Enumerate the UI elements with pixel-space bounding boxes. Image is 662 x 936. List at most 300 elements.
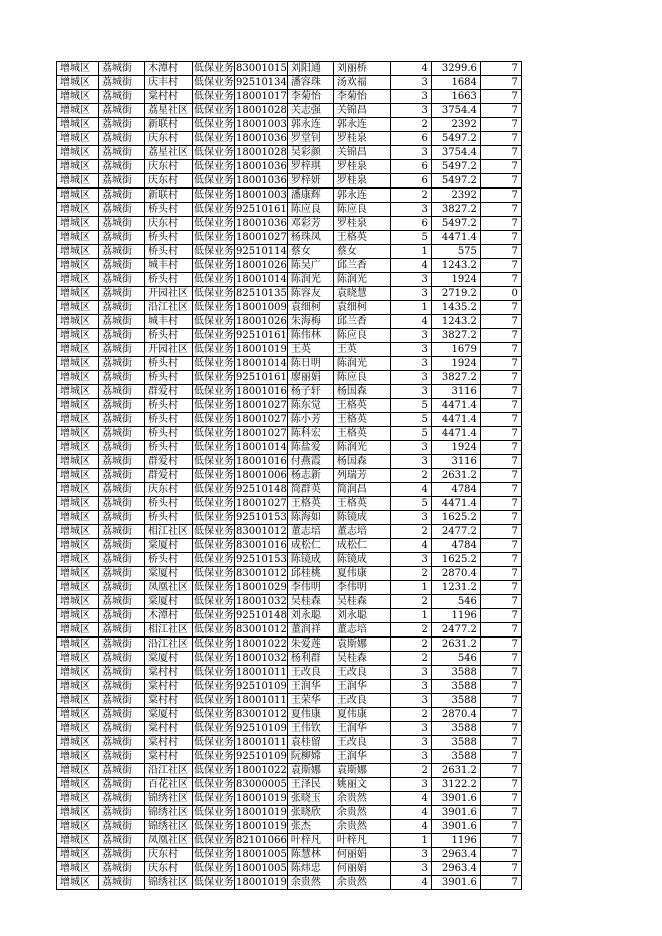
community-cell[interactable]: 桥头村 xyxy=(145,273,193,287)
head-cell[interactable]: 杨国森 xyxy=(333,455,390,469)
head-cell[interactable]: 杨国森 xyxy=(333,385,390,399)
head-cell[interactable]: 何丽娟 xyxy=(333,848,390,862)
street-cell[interactable]: 荔城街 xyxy=(99,62,145,76)
months-cell[interactable]: 7 xyxy=(480,62,521,76)
people-cell[interactable]: 1 xyxy=(390,834,431,848)
months-cell[interactable]: 7 xyxy=(480,90,521,104)
district-cell[interactable]: 增城区 xyxy=(57,301,99,315)
category-cell[interactable]: 低保业务 xyxy=(194,105,234,116)
people-cell[interactable]: 3 xyxy=(390,441,431,455)
amount-cell[interactable]: 2477.2 xyxy=(431,623,480,638)
applicant-cell[interactable]: 陈科宏 xyxy=(287,427,333,441)
street-cell[interactable]: 荔城街 xyxy=(99,497,145,511)
category-cell[interactable]: 低保业务 xyxy=(194,484,234,495)
community-cell[interactable]: 桥头村 xyxy=(145,427,193,441)
applicant-cell[interactable]: 朱爱莲 xyxy=(287,637,333,652)
months-cell[interactable]: 7 xyxy=(480,623,521,638)
amount-cell[interactable]: 546 xyxy=(431,652,480,666)
category-cell[interactable]: 低保业务 xyxy=(194,232,234,243)
street-cell[interactable]: 荔城街 xyxy=(99,273,145,287)
months-cell[interactable]: 7 xyxy=(480,567,521,581)
street-cell[interactable]: 荔城街 xyxy=(99,90,145,104)
community-cell[interactable]: 桥头村 xyxy=(145,371,193,385)
code-cell[interactable]: 18001005 xyxy=(236,849,287,860)
district-cell[interactable]: 增城区 xyxy=(57,399,99,413)
district-cell[interactable]: 增城区 xyxy=(57,62,99,76)
community-cell[interactable]: 沿江社区 xyxy=(145,637,193,652)
community-cell[interactable]: 荔星社区 xyxy=(145,146,193,160)
people-cell[interactable]: 1 xyxy=(390,581,431,595)
street-cell[interactable]: 荔城街 xyxy=(99,469,145,483)
street-cell[interactable]: 荔城街 xyxy=(99,862,145,876)
district-cell[interactable]: 增城区 xyxy=(57,595,99,609)
community-cell[interactable]: 凤凰社区 xyxy=(145,581,193,595)
code-cell[interactable]: 92510109 xyxy=(236,723,287,734)
people-cell[interactable]: 2 xyxy=(390,188,431,203)
people-cell[interactable]: 3 xyxy=(390,76,431,90)
amount-cell[interactable]: 3754.4 xyxy=(431,146,480,160)
head-cell[interactable]: 王格英 xyxy=(333,399,390,413)
district-cell[interactable]: 增城区 xyxy=(57,609,99,623)
people-cell[interactable]: 6 xyxy=(390,174,431,189)
amount-cell[interactable]: 4471.4 xyxy=(431,497,480,511)
street-cell[interactable]: 荔城街 xyxy=(99,666,145,680)
applicant-cell[interactable]: 陈东觉 xyxy=(287,399,333,413)
head-cell[interactable]: 姚丽文 xyxy=(333,778,390,792)
community-cell[interactable]: 庆东村 xyxy=(145,160,193,174)
community-cell[interactable]: 庆东村 xyxy=(145,132,193,146)
code-cell[interactable]: 18001019 xyxy=(236,793,287,804)
street-cell[interactable]: 荔城街 xyxy=(99,876,145,890)
months-cell[interactable]: 7 xyxy=(480,581,521,595)
district-cell[interactable]: 增城区 xyxy=(57,259,99,273)
street-cell[interactable]: 荔城街 xyxy=(99,511,145,525)
street-cell[interactable]: 荔城街 xyxy=(99,132,145,146)
community-cell[interactable]: 开园社区 xyxy=(145,343,193,357)
months-cell[interactable]: 7 xyxy=(480,736,521,750)
months-cell[interactable]: 7 xyxy=(480,413,521,427)
code-cell[interactable]: 83001012 xyxy=(236,624,287,635)
amount-cell[interactable]: 1625.2 xyxy=(431,511,480,525)
amount-cell[interactable]: 3116 xyxy=(431,385,480,399)
community-cell[interactable]: 锦绣社区 xyxy=(145,792,193,806)
applicant-cell[interactable]: 余贵然 xyxy=(287,876,333,890)
code-cell[interactable]: 92510161 xyxy=(236,204,287,215)
applicant-cell[interactable]: 陈炜忠 xyxy=(287,862,333,876)
code-cell[interactable]: 92510134 xyxy=(236,77,287,88)
code-cell[interactable]: 83001012 xyxy=(236,709,287,720)
code-cell[interactable]: 18001022 xyxy=(236,765,287,776)
people-cell[interactable]: 6 xyxy=(390,132,431,146)
code-cell[interactable]: 18001019 xyxy=(236,344,287,355)
street-cell[interactable]: 荔城街 xyxy=(99,764,145,778)
district-cell[interactable]: 增城区 xyxy=(57,231,99,245)
district-cell[interactable]: 增城区 xyxy=(57,876,99,890)
community-cell[interactable]: 棠厦村 xyxy=(145,567,193,581)
category-cell[interactable]: 低保业务 xyxy=(194,204,234,215)
street-cell[interactable]: 荔城街 xyxy=(99,848,145,862)
code-cell[interactable]: 18001036 xyxy=(236,161,287,172)
street-cell[interactable]: 荔城街 xyxy=(99,217,145,231)
street-cell[interactable]: 荔城街 xyxy=(99,104,145,118)
amount-cell[interactable]: 1663 xyxy=(431,90,480,104)
people-cell[interactable]: 2 xyxy=(390,652,431,666)
street-cell[interactable]: 荔城街 xyxy=(99,539,145,553)
community-cell[interactable]: 锦绣社区 xyxy=(145,806,193,820)
district-cell[interactable]: 增城区 xyxy=(57,245,99,259)
category-cell[interactable]: 低保业务 xyxy=(194,568,234,579)
street-cell[interactable]: 荔城街 xyxy=(99,188,145,203)
people-cell[interactable]: 3 xyxy=(390,371,431,385)
amount-cell[interactable]: 2963.4 xyxy=(431,862,480,876)
category-cell[interactable]: 低保业务 xyxy=(194,386,234,397)
category-cell[interactable]: 低保业务 xyxy=(194,610,234,621)
district-cell[interactable]: 增城区 xyxy=(57,455,99,469)
applicant-cell[interactable]: 罗梓琪 xyxy=(287,160,333,174)
community-cell[interactable]: 棠村村 xyxy=(145,736,193,750)
people-cell[interactable]: 3 xyxy=(390,146,431,160)
people-cell[interactable]: 3 xyxy=(390,553,431,567)
district-cell[interactable]: 增城区 xyxy=(57,666,99,680)
people-cell[interactable]: 3 xyxy=(390,862,431,876)
category-cell[interactable]: 低保业务 xyxy=(194,63,234,74)
street-cell[interactable]: 荔城街 xyxy=(99,722,145,736)
community-cell[interactable]: 木潭村 xyxy=(145,609,193,623)
applicant-cell[interactable]: 王泽民 xyxy=(287,778,333,792)
code-cell[interactable]: 18001003 xyxy=(236,119,287,130)
district-cell[interactable]: 增城区 xyxy=(57,792,99,806)
people-cell[interactable]: 5 xyxy=(390,427,431,441)
amount-cell[interactable]: 2392 xyxy=(431,118,480,132)
head-cell[interactable]: 李伟明 xyxy=(333,581,390,595)
applicant-cell[interactable]: 袁桂留 xyxy=(287,736,333,750)
applicant-cell[interactable]: 袁斯娜 xyxy=(287,764,333,778)
code-cell[interactable]: 83000005 xyxy=(236,779,287,790)
applicant-cell[interactable]: 朱海梅 xyxy=(287,315,333,329)
applicant-cell[interactable]: 陈润光 xyxy=(287,273,333,287)
people-cell[interactable]: 3 xyxy=(390,90,431,104)
code-cell[interactable]: 18001027 xyxy=(236,428,287,439)
street-cell[interactable]: 荔城街 xyxy=(99,736,145,750)
district-cell[interactable]: 增城区 xyxy=(57,694,99,708)
months-cell[interactable]: 7 xyxy=(480,666,521,680)
code-cell[interactable]: 18001017 xyxy=(236,91,287,102)
people-cell[interactable]: 4 xyxy=(390,806,431,820)
district-cell[interactable]: 增城区 xyxy=(57,862,99,876)
head-cell[interactable]: 成松仁 xyxy=(333,539,390,553)
community-cell[interactable]: 棠村村 xyxy=(145,680,193,694)
months-cell[interactable]: 7 xyxy=(480,806,521,820)
months-cell[interactable]: 7 xyxy=(480,497,521,511)
district-cell[interactable]: 增城区 xyxy=(57,371,99,385)
code-cell[interactable]: 18001032 xyxy=(236,596,287,607)
district-cell[interactable]: 增城区 xyxy=(57,511,99,525)
amount-cell[interactable]: 5497.2 xyxy=(431,132,480,146)
applicant-cell[interactable]: 张杰 xyxy=(287,820,333,834)
community-cell[interactable]: 棠村村 xyxy=(145,750,193,764)
applicant-cell[interactable]: 王改良 xyxy=(287,666,333,680)
category-cell[interactable]: 低保业务 xyxy=(194,358,234,369)
district-cell[interactable]: 增城区 xyxy=(57,469,99,483)
community-cell[interactable]: 百花社区 xyxy=(145,778,193,792)
head-cell[interactable]: 王格英 xyxy=(333,497,390,511)
head-cell[interactable]: 王格英 xyxy=(333,413,390,427)
amount-cell[interactable]: 546 xyxy=(431,595,480,609)
community-cell[interactable]: 新联村 xyxy=(145,188,193,203)
amount-cell[interactable]: 3827.2 xyxy=(431,203,480,217)
head-cell[interactable]: 陈镜成 xyxy=(333,511,390,525)
head-cell[interactable]: 陈镜成 xyxy=(333,553,390,567)
street-cell[interactable]: 荔城街 xyxy=(99,778,145,792)
people-cell[interactable]: 1 xyxy=(390,245,431,259)
head-cell[interactable]: 陈润光 xyxy=(333,441,390,455)
amount-cell[interactable]: 4471.4 xyxy=(431,231,480,245)
months-cell[interactable]: 7 xyxy=(480,469,521,483)
head-cell[interactable]: 余贵然 xyxy=(333,792,390,806)
district-cell[interactable]: 增城区 xyxy=(57,736,99,750)
code-cell[interactable]: 18001036 xyxy=(236,218,287,229)
code-cell[interactable]: 83001012 xyxy=(236,526,287,537)
community-cell[interactable]: 城丰村 xyxy=(145,259,193,273)
code-cell[interactable]: 18001036 xyxy=(236,175,287,186)
applicant-cell[interactable]: 吴桂森 xyxy=(287,595,333,609)
code-cell[interactable]: 18001027 xyxy=(236,232,287,243)
head-cell[interactable]: 王改良 xyxy=(333,666,390,680)
district-cell[interactable]: 增城区 xyxy=(57,708,99,722)
street-cell[interactable]: 荔城街 xyxy=(99,483,145,497)
amount-cell[interactable]: 3588 xyxy=(431,666,480,680)
code-cell[interactable]: 18001014 xyxy=(236,274,287,285)
months-cell[interactable]: 7 xyxy=(480,792,521,806)
community-cell[interactable]: 桥头村 xyxy=(145,413,193,427)
category-cell[interactable]: 低保业务 xyxy=(194,400,234,411)
head-cell[interactable]: 邱兰香 xyxy=(333,259,390,273)
amount-cell[interactable]: 3116 xyxy=(431,455,480,469)
amount-cell[interactable]: 3827.2 xyxy=(431,329,480,343)
street-cell[interactable]: 荔城街 xyxy=(99,680,145,694)
applicant-cell[interactable]: 蔡女 xyxy=(287,245,333,259)
district-cell[interactable]: 增城区 xyxy=(57,483,99,497)
months-cell[interactable]: 7 xyxy=(480,455,521,469)
people-cell[interactable]: 2 xyxy=(390,623,431,638)
months-cell[interactable]: 7 xyxy=(480,245,521,259)
community-cell[interactable]: 桥头村 xyxy=(145,553,193,567)
district-cell[interactable]: 增城区 xyxy=(57,273,99,287)
community-cell[interactable]: 庆丰村 xyxy=(145,76,193,90)
code-cell[interactable]: 92510161 xyxy=(236,372,287,383)
community-cell[interactable]: 锦绣社区 xyxy=(145,820,193,834)
category-cell[interactable]: 低保业务 xyxy=(194,260,234,271)
district-cell[interactable]: 增城区 xyxy=(57,553,99,567)
community-cell[interactable]: 桥头村 xyxy=(145,245,193,259)
category-cell[interactable]: 低保业务 xyxy=(194,218,234,229)
community-cell[interactable]: 棠厦村 xyxy=(145,652,193,666)
district-cell[interactable]: 增城区 xyxy=(57,848,99,862)
district-cell[interactable]: 增城区 xyxy=(57,118,99,132)
people-cell[interactable]: 5 xyxy=(390,413,431,427)
applicant-cell[interactable]: 陈镜成 xyxy=(287,553,333,567)
amount-cell[interactable]: 2719.2 xyxy=(431,287,480,301)
months-cell[interactable]: 7 xyxy=(480,637,521,652)
months-cell[interactable]: 7 xyxy=(480,525,521,539)
district-cell[interactable]: 增城区 xyxy=(57,315,99,329)
applicant-cell[interactable]: 罗堂钊 xyxy=(287,132,333,146)
community-cell[interactable]: 相江社区 xyxy=(145,623,193,638)
community-cell[interactable]: 开园社区 xyxy=(145,287,193,301)
head-cell[interactable]: 陈应良 xyxy=(333,371,390,385)
people-cell[interactable]: 3 xyxy=(390,778,431,792)
people-cell[interactable]: 3 xyxy=(390,273,431,287)
community-cell[interactable]: 桥头村 xyxy=(145,399,193,413)
category-cell[interactable]: 低保业务 xyxy=(194,190,234,201)
amount-cell[interactable]: 5497.2 xyxy=(431,217,480,231)
district-cell[interactable]: 增城区 xyxy=(57,778,99,792)
community-cell[interactable]: 凤凰社区 xyxy=(145,834,193,848)
months-cell[interactable]: 7 xyxy=(480,848,521,862)
amount-cell[interactable]: 3588 xyxy=(431,736,480,750)
category-cell[interactable]: 低保业务 xyxy=(194,554,234,565)
community-cell[interactable]: 庆东村 xyxy=(145,217,193,231)
months-cell[interactable]: 7 xyxy=(480,231,521,245)
street-cell[interactable]: 荔城街 xyxy=(99,525,145,539)
applicant-cell[interactable]: 潘康辉 xyxy=(287,188,333,203)
district-cell[interactable]: 增城区 xyxy=(57,497,99,511)
months-cell[interactable]: 7 xyxy=(480,132,521,146)
code-cell[interactable]: 18001019 xyxy=(236,807,287,818)
people-cell[interactable]: 5 xyxy=(390,399,431,413)
amount-cell[interactable]: 4784 xyxy=(431,483,480,497)
street-cell[interactable]: 荔城街 xyxy=(99,399,145,413)
people-cell[interactable]: 3 xyxy=(390,455,431,469)
applicant-cell[interactable]: 张晓玉 xyxy=(287,792,333,806)
months-cell[interactable]: 7 xyxy=(480,553,521,567)
community-cell[interactable]: 木潭村 xyxy=(145,62,193,76)
category-cell[interactable]: 低保业务 xyxy=(194,288,234,299)
people-cell[interactable]: 4 xyxy=(390,539,431,553)
people-cell[interactable]: 4 xyxy=(390,792,431,806)
community-cell[interactable]: 棠厦村 xyxy=(145,708,193,722)
category-cell[interactable]: 低保业务 xyxy=(194,526,234,537)
category-cell[interactable]: 低保业务 xyxy=(194,653,234,664)
code-cell[interactable]: 18001011 xyxy=(236,695,287,706)
months-cell[interactable]: 7 xyxy=(480,259,521,273)
people-cell[interactable]: 3 xyxy=(390,680,431,694)
street-cell[interactable]: 荔城街 xyxy=(99,834,145,848)
applicant-cell[interactable]: 李伟明 xyxy=(287,581,333,595)
code-cell[interactable]: 92510161 xyxy=(236,330,287,341)
category-cell[interactable]: 低保业务 xyxy=(194,765,234,776)
applicant-cell[interactable]: 袁细柯 xyxy=(287,301,333,315)
people-cell[interactable]: 6 xyxy=(390,217,431,231)
street-cell[interactable]: 荔城街 xyxy=(99,567,145,581)
amount-cell[interactable]: 3588 xyxy=(431,680,480,694)
district-cell[interactable]: 增城区 xyxy=(57,722,99,736)
category-cell[interactable]: 低保业务 xyxy=(194,596,234,607)
district-cell[interactable]: 增城区 xyxy=(57,413,99,427)
category-cell[interactable]: 低保业务 xyxy=(194,330,234,341)
head-cell[interactable]: 王格英 xyxy=(333,231,390,245)
category-cell[interactable]: 低保业务 xyxy=(194,316,234,327)
district-cell[interactable]: 增城区 xyxy=(57,203,99,217)
district-cell[interactable]: 增城区 xyxy=(57,623,99,638)
district-cell[interactable]: 增城区 xyxy=(57,329,99,343)
code-cell[interactable]: 82101066 xyxy=(236,835,287,846)
amount-cell[interactable]: 1625.2 xyxy=(431,553,480,567)
amount-cell[interactable]: 1924 xyxy=(431,357,480,371)
head-cell[interactable]: 董志培 xyxy=(333,525,390,539)
head-cell[interactable]: 夏伟康 xyxy=(333,567,390,581)
amount-cell[interactable]: 2631.2 xyxy=(431,764,480,778)
head-cell[interactable]: 夏伟康 xyxy=(333,708,390,722)
applicant-cell[interactable]: 潘容珠 xyxy=(287,76,333,90)
people-cell[interactable]: 3 xyxy=(390,203,431,217)
months-cell[interactable]: 7 xyxy=(480,76,521,90)
applicant-cell[interactable]: 陈日明 xyxy=(287,357,333,371)
months-cell[interactable]: 7 xyxy=(480,385,521,399)
months-cell[interactable]: 7 xyxy=(480,427,521,441)
head-cell[interactable]: 余贵然 xyxy=(333,806,390,820)
code-cell[interactable]: 92510109 xyxy=(236,681,287,692)
head-cell[interactable]: 关锦昌 xyxy=(333,104,390,118)
code-cell[interactable]: 18001032 xyxy=(236,653,287,664)
street-cell[interactable]: 荔城街 xyxy=(99,694,145,708)
head-cell[interactable]: 关锦昌 xyxy=(333,146,390,160)
people-cell[interactable]: 2 xyxy=(390,118,431,132)
months-cell[interactable]: 7 xyxy=(480,609,521,623)
street-cell[interactable]: 荔城街 xyxy=(99,231,145,245)
category-cell[interactable]: 低保业务 xyxy=(194,512,234,523)
applicant-cell[interactable]: 陈应良 xyxy=(287,203,333,217)
category-cell[interactable]: 低保业务 xyxy=(194,428,234,439)
community-cell[interactable]: 沿江社区 xyxy=(145,764,193,778)
community-cell[interactable]: 棠村村 xyxy=(145,666,193,680)
community-cell[interactable]: 相江社区 xyxy=(145,525,193,539)
category-cell[interactable]: 低保业务 xyxy=(194,863,234,874)
amount-cell[interactable]: 1924 xyxy=(431,441,480,455)
district-cell[interactable]: 增城区 xyxy=(57,539,99,553)
applicant-cell[interactable]: 王荣华 xyxy=(287,694,333,708)
head-cell[interactable]: 陈润光 xyxy=(333,357,390,371)
district-cell[interactable]: 增城区 xyxy=(57,820,99,834)
applicant-cell[interactable]: 邓彩芳 xyxy=(287,217,333,231)
head-cell[interactable]: 陈应良 xyxy=(333,329,390,343)
community-cell[interactable]: 沿江社区 xyxy=(145,301,193,315)
amount-cell[interactable]: 1435.2 xyxy=(431,301,480,315)
head-cell[interactable]: 袁晓慧 xyxy=(333,287,390,301)
street-cell[interactable]: 荔城街 xyxy=(99,329,145,343)
street-cell[interactable]: 荔城街 xyxy=(99,455,145,469)
months-cell[interactable]: 7 xyxy=(480,343,521,357)
months-cell[interactable]: 7 xyxy=(480,595,521,609)
code-cell[interactable]: 18001009 xyxy=(236,302,287,313)
people-cell[interactable]: 3 xyxy=(390,722,431,736)
people-cell[interactable]: 3 xyxy=(390,287,431,301)
district-cell[interactable]: 增城区 xyxy=(57,76,99,90)
applicant-cell[interactable]: 杨珠凤 xyxy=(287,231,333,245)
head-cell[interactable]: 王英 xyxy=(333,343,390,357)
months-cell[interactable]: 7 xyxy=(480,722,521,736)
category-cell[interactable]: 低保业务 xyxy=(194,119,234,130)
district-cell[interactable]: 增城区 xyxy=(57,357,99,371)
district-cell[interactable]: 增城区 xyxy=(57,525,99,539)
community-cell[interactable]: 新联村 xyxy=(145,118,193,132)
head-cell[interactable]: 罗桂泉 xyxy=(333,174,390,189)
street-cell[interactable]: 荔城街 xyxy=(99,203,145,217)
amount-cell[interactable]: 3122.2 xyxy=(431,778,480,792)
head-cell[interactable]: 郭永连 xyxy=(333,188,390,203)
community-cell[interactable]: 棠厦村 xyxy=(145,539,193,553)
district-cell[interactable]: 增城区 xyxy=(57,441,99,455)
